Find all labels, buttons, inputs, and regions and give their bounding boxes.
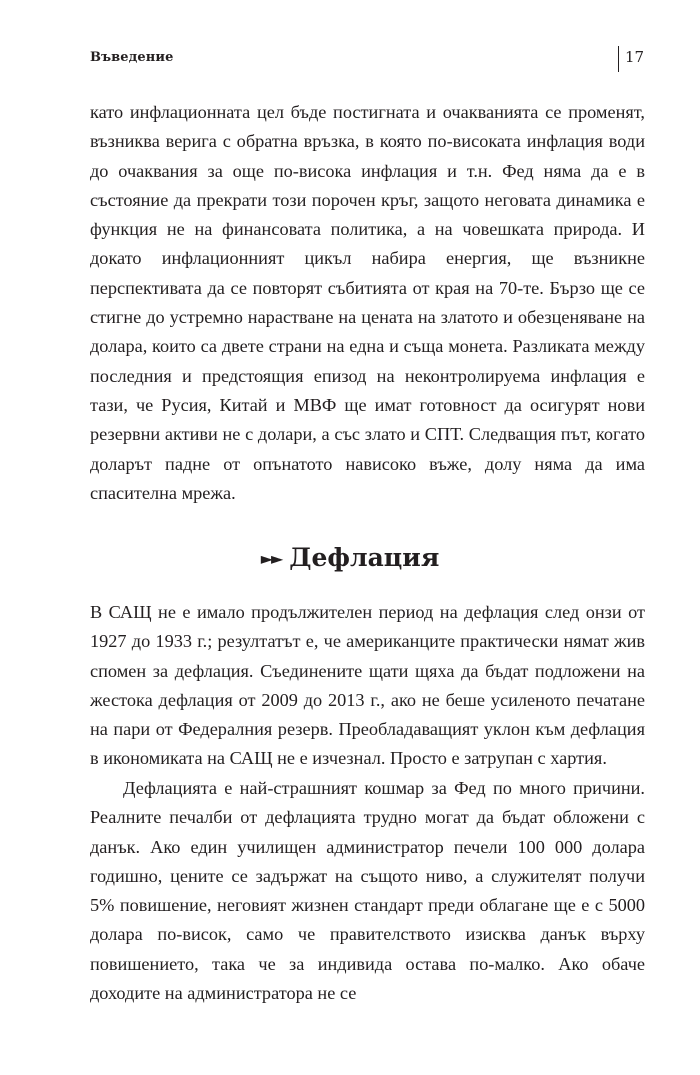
paragraph-text: като инфлационната цел бъде постигната и очакванията се променят, възниква верига с обратна връзка, в която по-високата инфлация води до очаквания за още по-висока инфлация и т.н. Фед няма да е в състояние да прекрати този порочен кръг, защото неговата динамика е функция не на финансовата политика, а на човешката природа. И докато инфлационният цикъл набира енергия, ще възникне перспективата да се повторят събитията от края на 70-те. Бързо ще се стигне до устремно нарастване на цената на златото и обезценяване на долара, които са двете страни на една и съща монета. Разликата между последния и предстоящия епизод на неконтролируема инфлация е тази, че Русия, Китай и МВФ ще имат готовност да осигурят нови резервни активи не с долари, а със злато и СПТ. Следващия път, когато доларът падне от опънатото нависоко въже, долу няма да има спасителна мрежа. [90,102,645,503]
paragraph-first [90,598,645,774]
running-head-title: Въведение [90,50,174,65]
running-head-divider [618,46,619,72]
section-title: Дефлация [289,543,440,572]
paragraph-text: Дефлацията е най-страшният кошмар за Фед по много причини. Реалните печалби от дефлацията трудно могат да бъдат обложени с данък. Ако един училищен администратор печели 100 000 долара годишно, цените се задържат на същото ниво, а служителят получи 5% повишение, неговият жизнен стандарт преди облагане ще е с 5000 долара по-висок, само че правителството изисква данък върху повишението, така че за индивида остава по-малко. Ако обаче доходите на администратора не се [90,778,645,1004]
paragraph-continuation [90,98,645,508]
running-head [90,46,645,72]
paragraph-text: В САЩ не е имало продължителен период на дефлация след онзи от 1927 до 1933 г.; резултатът е, че американците практически нямат жив спомен за дефлация. Съединените щати щяха да бъдат подложени на жестока дефлация от 2009 до 2013 г., ако не беше усиленото печатане на пари от Федералния резерв. Преобладаващият уклон към дефлация в икономиката на САЩ не е изчезнал. Просто е затрупан с хартия. [90,602,645,769]
section-heading [0,542,700,577]
paragraph-second [90,774,645,1008]
double-triangle-icon: ►► [260,549,282,568]
page-number: 17 [625,48,645,66]
